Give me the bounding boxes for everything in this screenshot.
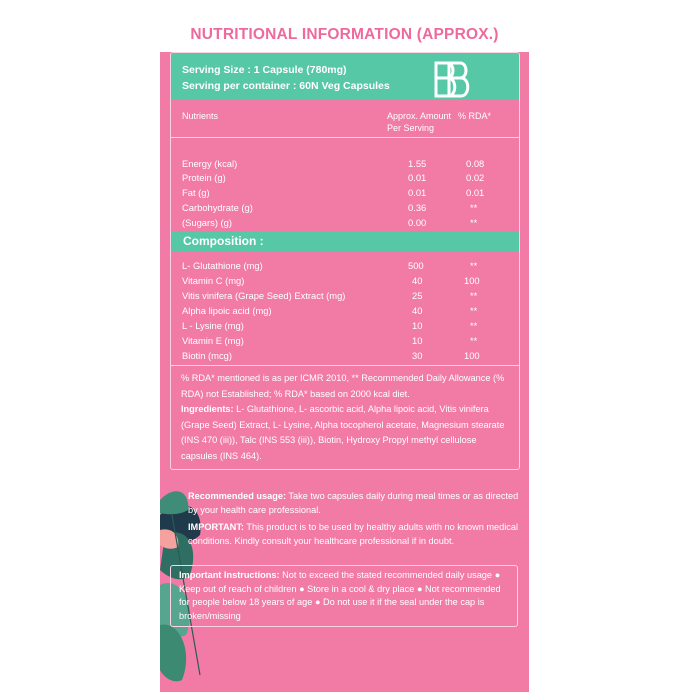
composition-rda: **: [470, 305, 478, 316]
table-row: [171, 290, 519, 304]
nutrient-rda: 0.01: [466, 187, 485, 198]
composition-rda: 100: [464, 275, 480, 286]
nutrition-card: [170, 52, 520, 470]
table-row: [171, 320, 519, 334]
nutrient-amount: 0.00: [408, 217, 427, 228]
serving-per-container: Serving per container : 60N Veg Capsules: [182, 80, 390, 92]
nutrient-name: Carbohydrate (g): [182, 202, 253, 213]
composition-rda: **: [470, 260, 478, 271]
ingredients-text: L- Glutathione, L- ascorbic acid, Alpha lipoic acid, Vitis vinifera (Grape Seed) Extract, L- Lysine, Alpha tocopherol acetate, Magnesium stearate (INS 470 (iii)), Talc (INS 553 (iii)), Biotin, Hydroxy Propyl methyl cellulose capsules (INS 464).: [181, 404, 505, 461]
composition-amount: 25: [412, 290, 423, 301]
col-amount-line2: Per Serving: [387, 123, 435, 133]
table-row: [171, 172, 519, 186]
serving-header: [171, 53, 519, 99]
nutrient-rda: 0.02: [466, 172, 485, 183]
table-divider: [171, 365, 519, 366]
nutrient-amount: 1.55: [408, 158, 427, 169]
nutrient-rda: 0.08: [466, 158, 485, 169]
important-label: IMPORTANT:: [188, 522, 244, 532]
composition-name: Vitamin C (mg): [182, 275, 245, 286]
composition-name: Alpha lipoic acid (mg): [182, 305, 272, 316]
ingredients: [181, 402, 511, 464]
table-row: [171, 335, 519, 349]
table-header: [171, 99, 519, 138]
col-nutrients: Nutrients: [182, 111, 219, 121]
page-title: NUTRITIONAL INFORMATION (APPROX.): [190, 26, 499, 43]
rda-footnote: % RDA* mentioned is as per ICMR 2010, ** Recommended Daily Allowance (% RDA) not Established; % RDA* based on 2000 kcal diet.: [181, 373, 505, 399]
table-row: [171, 217, 519, 231]
composition-amount: 40: [412, 305, 423, 316]
recommended-usage: [188, 490, 520, 517]
col-amount-line1: Approx. Amount: [387, 111, 452, 121]
composition-name: Biotin (mcg): [182, 350, 233, 361]
composition-amount: 30: [412, 350, 423, 361]
composition-amount: 10: [412, 320, 423, 331]
composition-rda: **: [470, 335, 478, 346]
label-panel: [160, 10, 529, 692]
composition-name: Vitis vinifera (Grape Seed) Extract (mg): [182, 290, 346, 301]
instructions: [179, 569, 513, 623]
recommended-text: Take two capsules daily during meal times or as directed by your health care professional.: [188, 491, 519, 515]
composition-rda: 100: [464, 350, 480, 361]
instructions-box: [170, 565, 518, 627]
instructions-text: Not to exceed the stated recommended daily usage ● Keep out of reach of children ● Store in a cool & dry place ● Not recommended for people below 18 years of age ● Do not use it if the seal under the cap is broken/missing: [179, 570, 501, 621]
bb-monogram-icon: [433, 61, 471, 99]
nutrient-name: Fat (g): [182, 187, 210, 198]
table-row: [171, 305, 519, 319]
nutrient-rda: **: [470, 202, 478, 213]
composition-amount: 500: [408, 260, 424, 271]
nutrient-name: (Sugars) (g): [182, 217, 233, 228]
composition-title: Composition :: [183, 234, 264, 248]
composition-name: L- Glutathione (mg): [182, 260, 263, 271]
composition-name: L - Lysine (mg): [182, 320, 244, 331]
composition-rda: **: [470, 290, 478, 301]
footnotes: [181, 371, 511, 464]
ingredients-label: Ingredients:: [181, 404, 234, 414]
serving-size: Serving Size : 1 Capsule (780mg): [182, 64, 347, 76]
nutrient-amount: 0.01: [408, 172, 427, 183]
nutrient-name: Energy (kcal): [182, 158, 238, 169]
composition-amount: 10: [412, 335, 423, 346]
important-text: This product is to be used by healthy adults with no known medical conditions. Kindly consult your healthcare professional if in doubt.: [188, 522, 519, 546]
composition-amount: 40: [412, 275, 423, 286]
important-note: [188, 521, 520, 548]
table-row: [171, 158, 519, 172]
instructions-label: Important Instructions:: [179, 570, 280, 580]
nutrient-rda: **: [470, 217, 478, 228]
nutrient-amount: 0.01: [408, 187, 427, 198]
usage-section: [188, 490, 520, 552]
table-row: [171, 350, 519, 364]
table-row: [171, 260, 519, 274]
composition-name: Vitamin E (mg): [182, 335, 244, 346]
nutrient-amount: 0.36: [408, 202, 427, 213]
table-row: [171, 187, 519, 201]
table-row: [171, 202, 519, 216]
composition-header: [171, 231, 519, 252]
table-row: [171, 275, 519, 289]
composition-rda: **: [470, 320, 478, 331]
panel-header: [160, 10, 529, 52]
recommended-label: Recommended usage:: [188, 491, 287, 501]
nutrient-name: Protein (g): [182, 172, 226, 183]
col-rda: % RDA*: [458, 111, 492, 121]
